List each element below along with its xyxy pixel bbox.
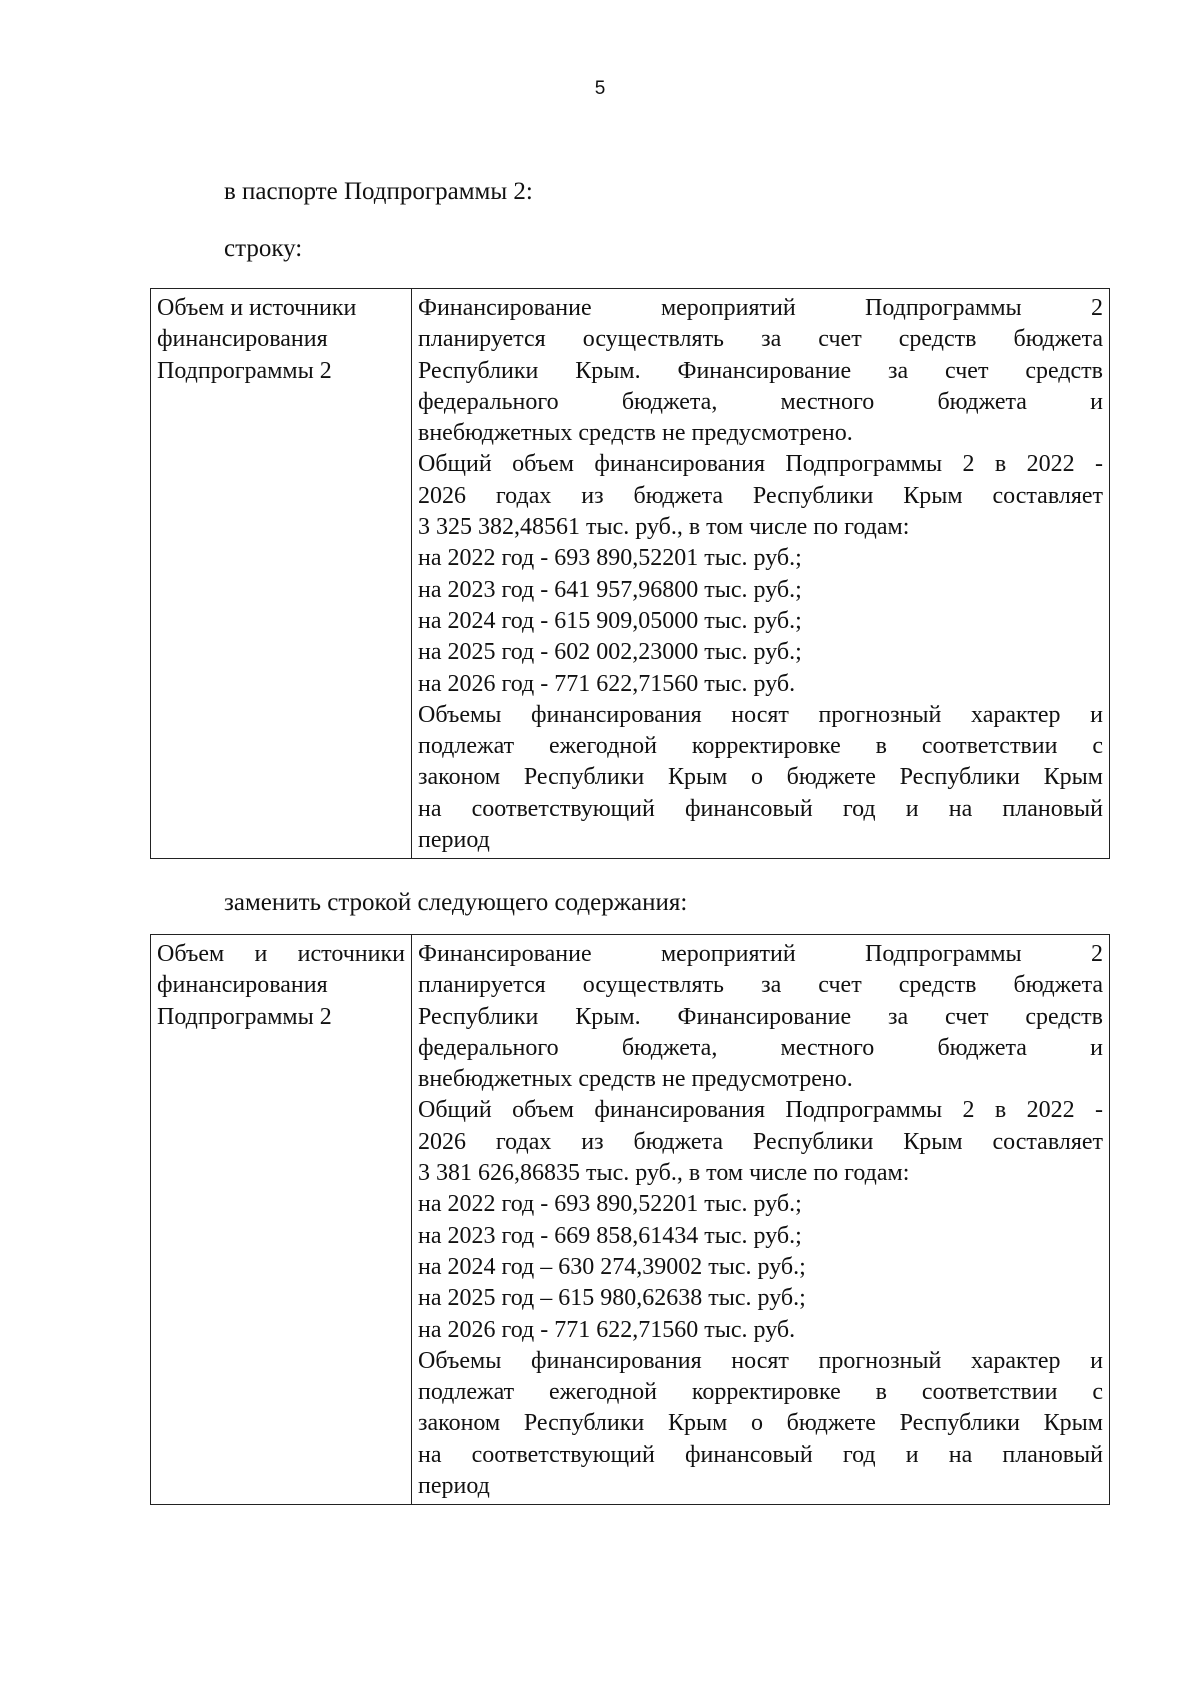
text-line: внебюджетных средств не предусмотрено. — [418, 420, 853, 447]
page-number: 5 — [594, 78, 606, 99]
text-line: Объемы финансирования носят прогнозный характер и — [418, 1347, 1103, 1374]
text-line: 3 381 626,86835 тыс. руб., в том числе по годам: — [418, 1160, 910, 1187]
text-line: на соответствующий финансовый год и на плановый — [418, 795, 1103, 822]
text-line: планируется осуществлять за счет средств бюджета — [418, 972, 1103, 999]
text-line: подлежат ежегодной корректировке в соответствии с — [418, 733, 1103, 760]
section-reference: в паспорте Подпрограммы 2: — [224, 178, 533, 205]
text-line: на 2022 год - 693 890,52201 тыс. руб.; — [418, 1191, 802, 1218]
text-line: на 2026 год - 771 622,71560 тыс. руб. — [418, 670, 796, 697]
text-line: федерального бюджета, местного бюджета и — [418, 1034, 1103, 1061]
text-line: Финансирование мероприятий Подпрограммы 2 — [418, 295, 1103, 321]
row-word: строку: — [224, 235, 303, 262]
table-row — [151, 289, 1110, 859]
text-line: на 2023 год - 669 858,61434 тыс. руб.; — [418, 1222, 802, 1249]
new-passport-row-table — [150, 934, 1110, 1505]
text-line: подлежат ежегодной корректировке в соответствии с — [418, 1379, 1103, 1406]
label-line: Подпрограммы 2 — [157, 1003, 332, 1030]
table-row — [151, 935, 1110, 1505]
label-line: Объем и источники — [157, 295, 357, 321]
text-line: законом Республики Крым о бюджете Республики Крым — [418, 764, 1103, 791]
text-line: на соответствующий финансовый год и на плановый — [418, 1441, 1103, 1468]
text-line: период — [418, 827, 490, 854]
text-line: Объемы финансирования носят прогнозный характер и — [418, 701, 1103, 728]
text-line: Республики Крым. Финансирование за счет средств — [418, 1003, 1103, 1030]
text-line: на 2025 год - 602 002,23000 тыс. руб.; — [418, 639, 802, 666]
text-line: планируется осуществлять за счет средств бюджета — [418, 326, 1103, 353]
text-line: Общий объем финансирования Подпрограммы 2 в 2022 - — [418, 1097, 1103, 1124]
text-line: 2026 годах из бюджета Республики Крым составляет — [418, 1128, 1103, 1155]
label-line: финансирования — [157, 326, 328, 353]
new-label-cell — [151, 935, 412, 1505]
text-line: Финансирование мероприятий Подпрограммы 2 — [418, 941, 1103, 967]
text-line: на 2023 год - 641 957,96800 тыс. руб.; — [418, 576, 802, 603]
replace-instruction: заменить строкой следующего содержания: — [224, 889, 688, 916]
text-line: внебюджетных средств не предусмотрено. — [418, 1066, 853, 1093]
label-line: Объем и источники — [157, 941, 405, 967]
label-line: финансирования — [157, 972, 328, 999]
text-line: Общий объем финансирования Подпрограммы 2 в 2022 - — [418, 451, 1103, 478]
text-line: на 2024 год - 615 909,05000 тыс. руб.; — [418, 607, 802, 634]
text-line: на 2026 год - 771 622,71560 тыс. руб. — [418, 1316, 796, 1343]
label-line: Подпрограммы 2 — [157, 357, 332, 384]
old-passport-row-table — [150, 288, 1110, 859]
text-line: Республики Крым. Финансирование за счет средств — [418, 357, 1103, 384]
old-text-cell — [412, 289, 1110, 859]
text-line: период — [418, 1473, 490, 1500]
new-text-cell — [412, 935, 1110, 1505]
text-line: законом Республики Крым о бюджете Республики Крым — [418, 1410, 1103, 1437]
text-line: федерального бюджета, местного бюджета и — [418, 388, 1103, 415]
old-label-cell — [151, 289, 412, 859]
text-line: на 2025 год – 615 980,62638 тыс. руб.; — [418, 1285, 806, 1312]
text-line: 2026 годах из бюджета Республики Крым составляет — [418, 482, 1103, 509]
text-line: 3 325 382,48561 тыс. руб., в том числе по годам: — [418, 514, 910, 541]
text-line: на 2022 год - 693 890,52201 тыс. руб.; — [418, 545, 802, 572]
text-line: на 2024 год – 630 274,39002 тыс. руб.; — [418, 1253, 806, 1280]
